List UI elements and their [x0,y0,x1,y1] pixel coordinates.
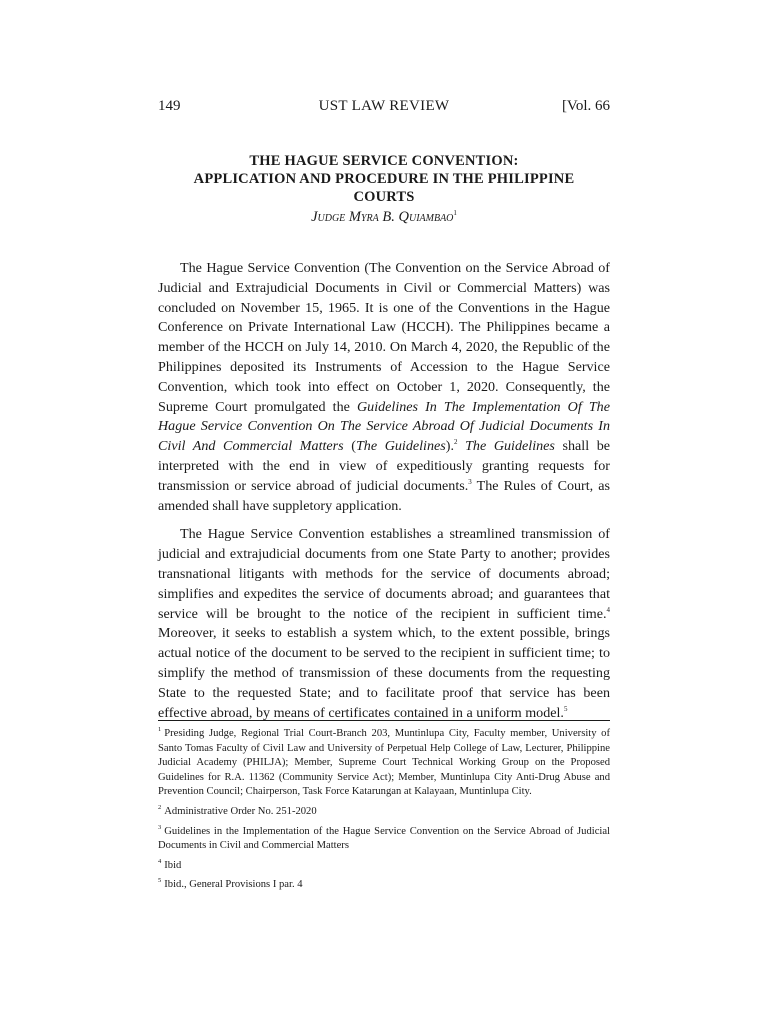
footnote-divider [158,720,610,721]
footnote [158,805,610,820]
body-paragraph [158,259,610,516]
footnote-number: 3 [158,823,162,831]
text-span: ). [445,438,454,455]
text-span: The Hague Service Convention establishes a streamlined transmission of judicial and extrajudicial documents from one State Party to another; provides transnational litigants with methods for the service of documents abroad; simplifies and expedites the service of documents abroad; and guarantees that service will be brought to the notice of the recipient in sufficient time. [158,526,610,622]
footnote [158,825,610,854]
running-header [158,98,610,120]
footnote-number: 1 [158,726,162,733]
footnote-text: Presiding Judge, Regional Trial Court-Branch 203, Muntinlupa City, Faculty member, University of Santo Tomas Faculty of Civil Law and University of Perpetual Help College of Law, Lecturer, Philippine Judicial Academy (PHILJA); Member, Supreme Court Technical Working Group on the Proposed Guidelines for R.A. 11362 (Community Service Act); Member, Muntinlupa City Anti-Drug Abuse and Prevention Council; Chairperson, Task Force Katarungan at Kalayaan, Muntinlupa City. [158,728,610,798]
article-title-line: THE HAGUE SERVICE CONVENTION: [249,153,519,169]
text-span: Moreover, it seeks to establish a system which, to the extent possible, brings actual notice of the document to be served to the recipient in sufficient time; to simplify the method of transmission of these documents from the requesting State to the requested State; and to facilitate proof that service has been effective abroad, by means of certificates contained in a uniform model. [158,625,610,721]
footnote-ref: 5 [563,704,568,713]
footnote-ref: 1 [453,209,457,217]
footnote [158,727,610,800]
author-byline [158,207,610,227]
footnote-number: 5 [158,877,162,885]
footnote [158,859,610,874]
italic-text: The Guidelines [355,438,446,455]
article-title-line: APPLICATION AND PROCEDURE IN THE PHILIPPINE [193,171,575,187]
author-name: Judge Myra B. Quiambao [311,209,454,225]
article-title-line: COURTS [353,189,415,205]
italic-text: The Guidelines [465,438,555,455]
text-span [457,438,465,454]
footnote-ref: 2 [453,438,458,447]
footnote-ref: 3 [468,477,472,486]
footnote-number: 2 [158,803,162,811]
body-paragraph [158,525,610,723]
footnote-text: Guidelines in the Implementation of the Hague Service Convention on the Service Abroad of Judicial Documents in Civil and Commercial Matters [158,825,610,852]
journal-name: UST LAW REVIEW [318,98,450,114]
footnote-ref: 4 [606,605,610,614]
article-body [158,259,610,732]
footnote [158,878,610,893]
article-title-block [158,152,610,227]
footnotes-section [158,727,610,898]
text-span: The Rules of Court, as amended shall have suppletory application. [158,477,611,514]
text-span: The Hague Service Convention (The Convention on the Service Abroad of Judicial and Extrajudicial Documents in Civil or Commercial Matters) was concluded on November 15, 1965. It is one of the Conventions in the Hague Conference on Private International Law (HCCH). The Philippines became a member of the HCCH on July 14, 2010. On March 4, 2020, the Republic of the Philippines deposited its Instruments of Accession to the Hague Service Convention, which took into effect on October 1, 2020. Consequently, the Supreme Court promulgated the [158,260,610,415]
text-span: shall be interpreted with the end in view of expeditiously granting requests for transmission or service abroad of judicial documents. [158,438,611,494]
footnote-text: Ibid., General Provisions I par. 4 [164,879,303,891]
italic-text: Guidelines In The Implementation Of The Hague Service Convention On The Service Abroad Of Judicial Documents In Civil And Commercial Matters [158,398,610,455]
footnote-text: Ibid [164,859,182,871]
text-span: ( [343,438,356,455]
footnote-number: 4 [158,857,162,865]
volume-label: [Vol. 66 [561,98,610,114]
footnote-text: Administrative Order No. 251-2020 [164,805,317,817]
page-number: 149 [158,98,181,114]
